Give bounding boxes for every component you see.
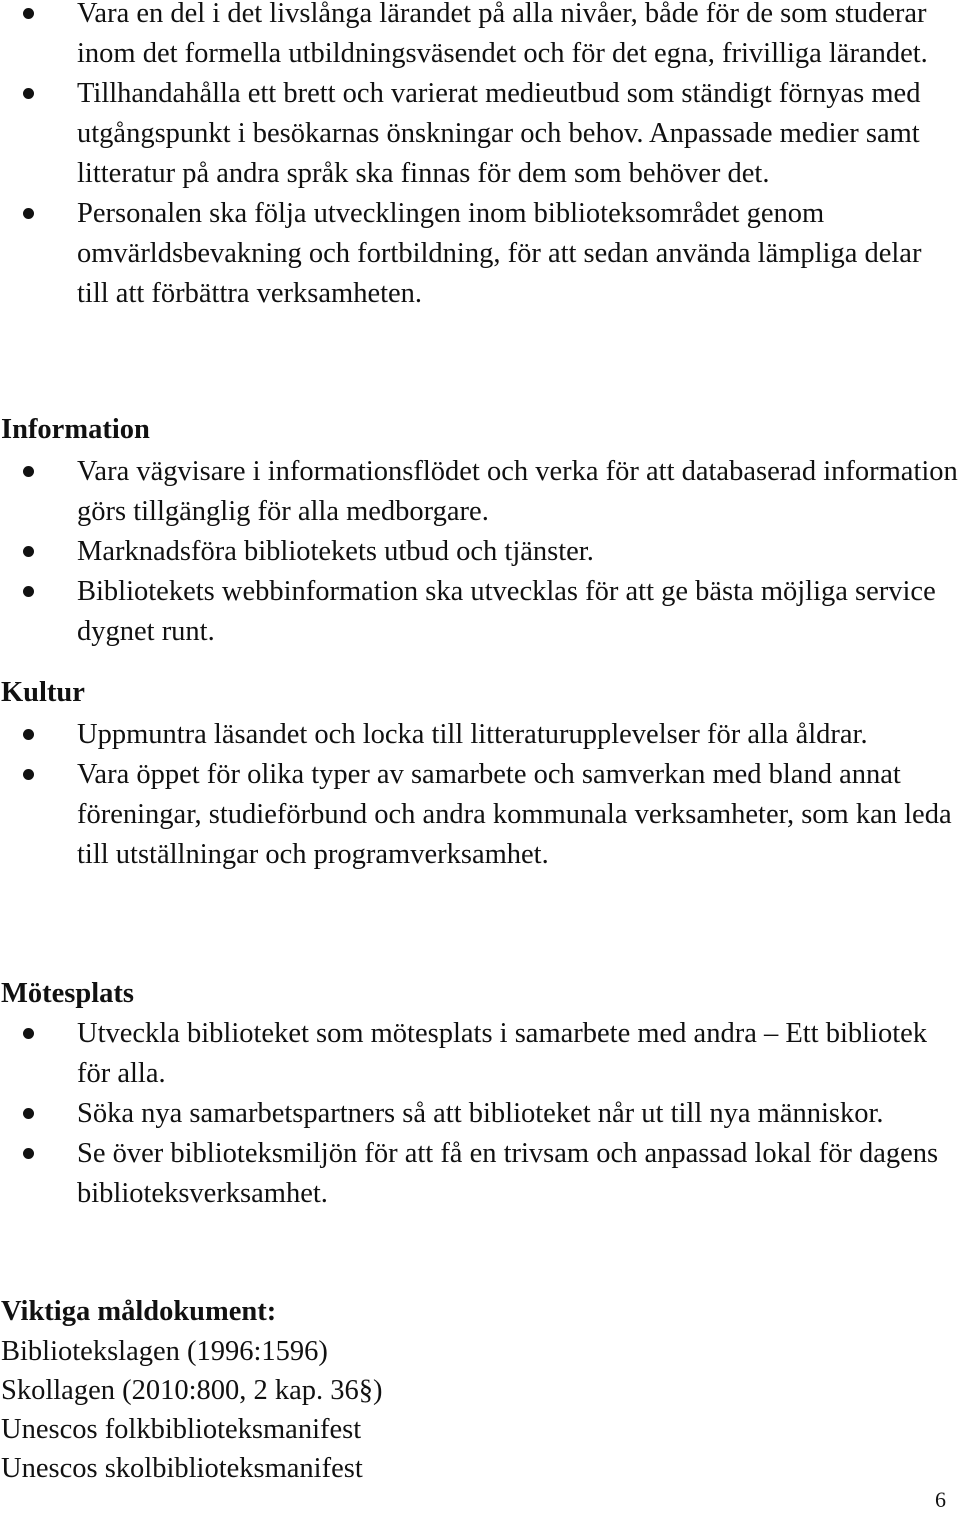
list-item: Bibliotekets webbinformation ska utvecklas för att ge bästa möjliga service dygnet runt.	[0, 572, 960, 652]
documents-list	[0, 1332, 383, 1488]
kultur-list	[0, 715, 960, 875]
page-number: 6	[935, 1487, 946, 1512]
list-item: Vara en del i det livslånga lärandet på alla nivåer, både för de som studerar inom det formella utbildningsväsendet och för det egna, frivilliga lärandet.	[0, 0, 960, 74]
section-heading-documents: Viktiga måldokument:	[1, 1296, 277, 1327]
list-item: Utveckla biblioteket som mötesplats i samarbete med andra – Ett bibliotek för alla.	[0, 1014, 960, 1094]
list-item: Personalen ska följa utvecklingen inom biblioteksområdet genom omvärldsbevakning och fortbildning, för att sedan använda lämpliga delar till att förbättra verksamheten.	[0, 194, 960, 314]
list-item: Söka nya samarbetspartners så att biblioteket når ut till nya människor.	[0, 1094, 960, 1134]
list-item: Vara öppet för olika typer av samarbete och samverkan med bland annat föreningar, studieförbund och andra kommunala verksamheter, som kan leda till utställningar och programverksamhet.	[0, 755, 960, 875]
list-item: Tillhandahålla ett brett och varierat medieutbud som ständigt förnyas med utgångspunkt i besökarnas önskningar och behov. Anpassade medier samt litteratur på andra språk ska finnas för dem som behöver det.	[0, 74, 960, 194]
document-reference: Unescos skolbiblioteksmanifest	[1, 1453, 363, 1484]
information-list	[0, 452, 960, 652]
intro-list	[0, 0, 960, 314]
document-reference: Unescos folkbiblioteksmanifest	[1, 1414, 362, 1445]
section-heading-motesplats: Mötesplats	[1, 978, 134, 1009]
list-item: Marknadsföra bibliotekets utbud och tjänster.	[0, 532, 960, 572]
list-item: Uppmuntra läsandet och locka till litteraturupplevelser för alla åldrar.	[0, 715, 960, 755]
document-reference: Bibliotekslagen (1996:1596)	[1, 1336, 328, 1367]
list-item: Se över biblioteksmiljön för att få en trivsam och anpassad lokal för dagens biblioteksverksamhet.	[0, 1134, 960, 1214]
motesplats-list	[0, 1014, 960, 1214]
list-item: Vara vägvisare i informationsflödet och verka för att databaserad information görs tillgänglig för alla medborgare.	[0, 452, 960, 532]
section-heading-information: Information	[1, 414, 150, 445]
section-heading-kultur: Kultur	[1, 677, 85, 708]
document-reference: Skollagen (2010:800, 2 kap. 36§)	[1, 1375, 383, 1406]
